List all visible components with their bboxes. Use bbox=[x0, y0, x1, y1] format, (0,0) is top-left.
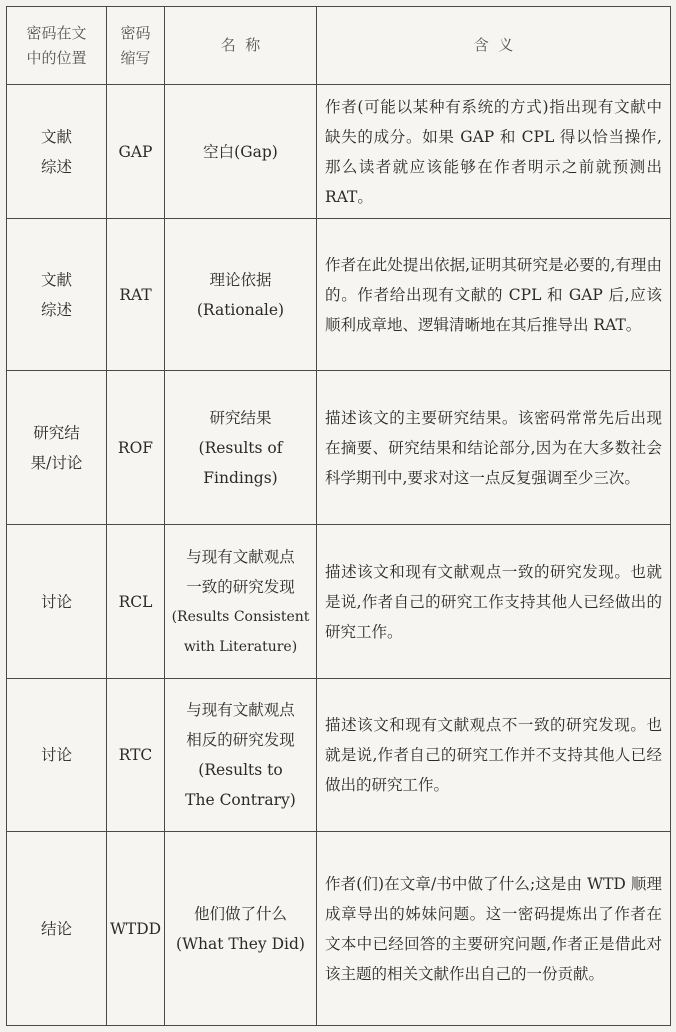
name-cell: 与现有文献观点 一致的研究发现 (Results Consistent with Literature) bbox=[165, 525, 317, 679]
meaning-cell: 作者(可能以某种有系统的方式)指出现有文献中缺失的成分。如果 GAP 和 CPL 得以恰当操作,那么读者就应该能够在作者明示之前就预测出 RAT。 bbox=[317, 85, 671, 219]
table-row bbox=[7, 219, 671, 371]
name-cell: 研究结果 (Results of Findings) bbox=[165, 371, 317, 525]
position-cell: 文献 综述 bbox=[7, 219, 107, 371]
position-cell: 讨论 bbox=[7, 525, 107, 679]
meaning-cell: 作者在此处提出依据,证明其研究是必要的,有理由的。作者给出现有文献的 CPL 和 GAP 后,应该顺利成章地、逻辑清晰地在其后推导出 RAT。 bbox=[317, 219, 671, 371]
name-cell: 与现有文献观点 相反的研究发现 (Results to The Contrary) bbox=[165, 679, 317, 832]
abbr-cell: GAP bbox=[107, 85, 165, 219]
abbr-cell: RTC bbox=[107, 679, 165, 832]
position-cell: 文献 综述 bbox=[7, 85, 107, 219]
name-cell: 他们做了什么 (What They Did) bbox=[165, 832, 317, 1026]
header-position: 密码在文 中的位置 bbox=[7, 7, 107, 85]
abbr-cell: WTDD bbox=[107, 832, 165, 1026]
meaning-cell: 描述该文和现有文献观点一致的研究发现。也就是说,作者自己的研究工作支持其他人已经做出的研究工作。 bbox=[317, 525, 671, 679]
meaning-cell: 描述该文的主要研究结果。该密码常常先后出现在摘要、研究结果和结论部分,因为在大多数社会科学期刊中,要求对这一点反复强调至少三次。 bbox=[317, 371, 671, 525]
table-row bbox=[7, 525, 671, 679]
position-cell: 研究结 果/讨论 bbox=[7, 371, 107, 525]
meaning-cell: 描述该文和现有文献观点不一致的研究发现。也就是说,作者自己的研究工作并不支持其他人已经做出的研究工作。 bbox=[317, 679, 671, 832]
name-cell: 理论依据 (Rationale) bbox=[165, 219, 317, 371]
abbr-cell: RAT bbox=[107, 219, 165, 371]
position-cell: 讨论 bbox=[7, 679, 107, 832]
table-row bbox=[7, 85, 671, 219]
header-name: 名 称 bbox=[165, 7, 317, 85]
header-abbr: 密码 缩写 bbox=[107, 7, 165, 85]
table-row bbox=[7, 832, 671, 1026]
position-cell: 结论 bbox=[7, 832, 107, 1026]
header-row bbox=[7, 7, 671, 85]
meaning-cell: 作者(们)在文章/书中做了什么;这是由 WTD 顺理成章导出的姊妹问题。这一密码提炼出了作者在文本中已经回答的主要研究问题,作者正是借此对该主题的相关文献作出自己的一份贡献。 bbox=[317, 832, 671, 1026]
name-cell: 空白(Gap) bbox=[165, 85, 317, 219]
table-row bbox=[7, 679, 671, 832]
abbr-cell: RCL bbox=[107, 525, 165, 679]
table-row bbox=[7, 371, 671, 525]
code-table bbox=[6, 6, 671, 1026]
header-meaning: 含 义 bbox=[317, 7, 671, 85]
abbr-cell: ROF bbox=[107, 371, 165, 525]
